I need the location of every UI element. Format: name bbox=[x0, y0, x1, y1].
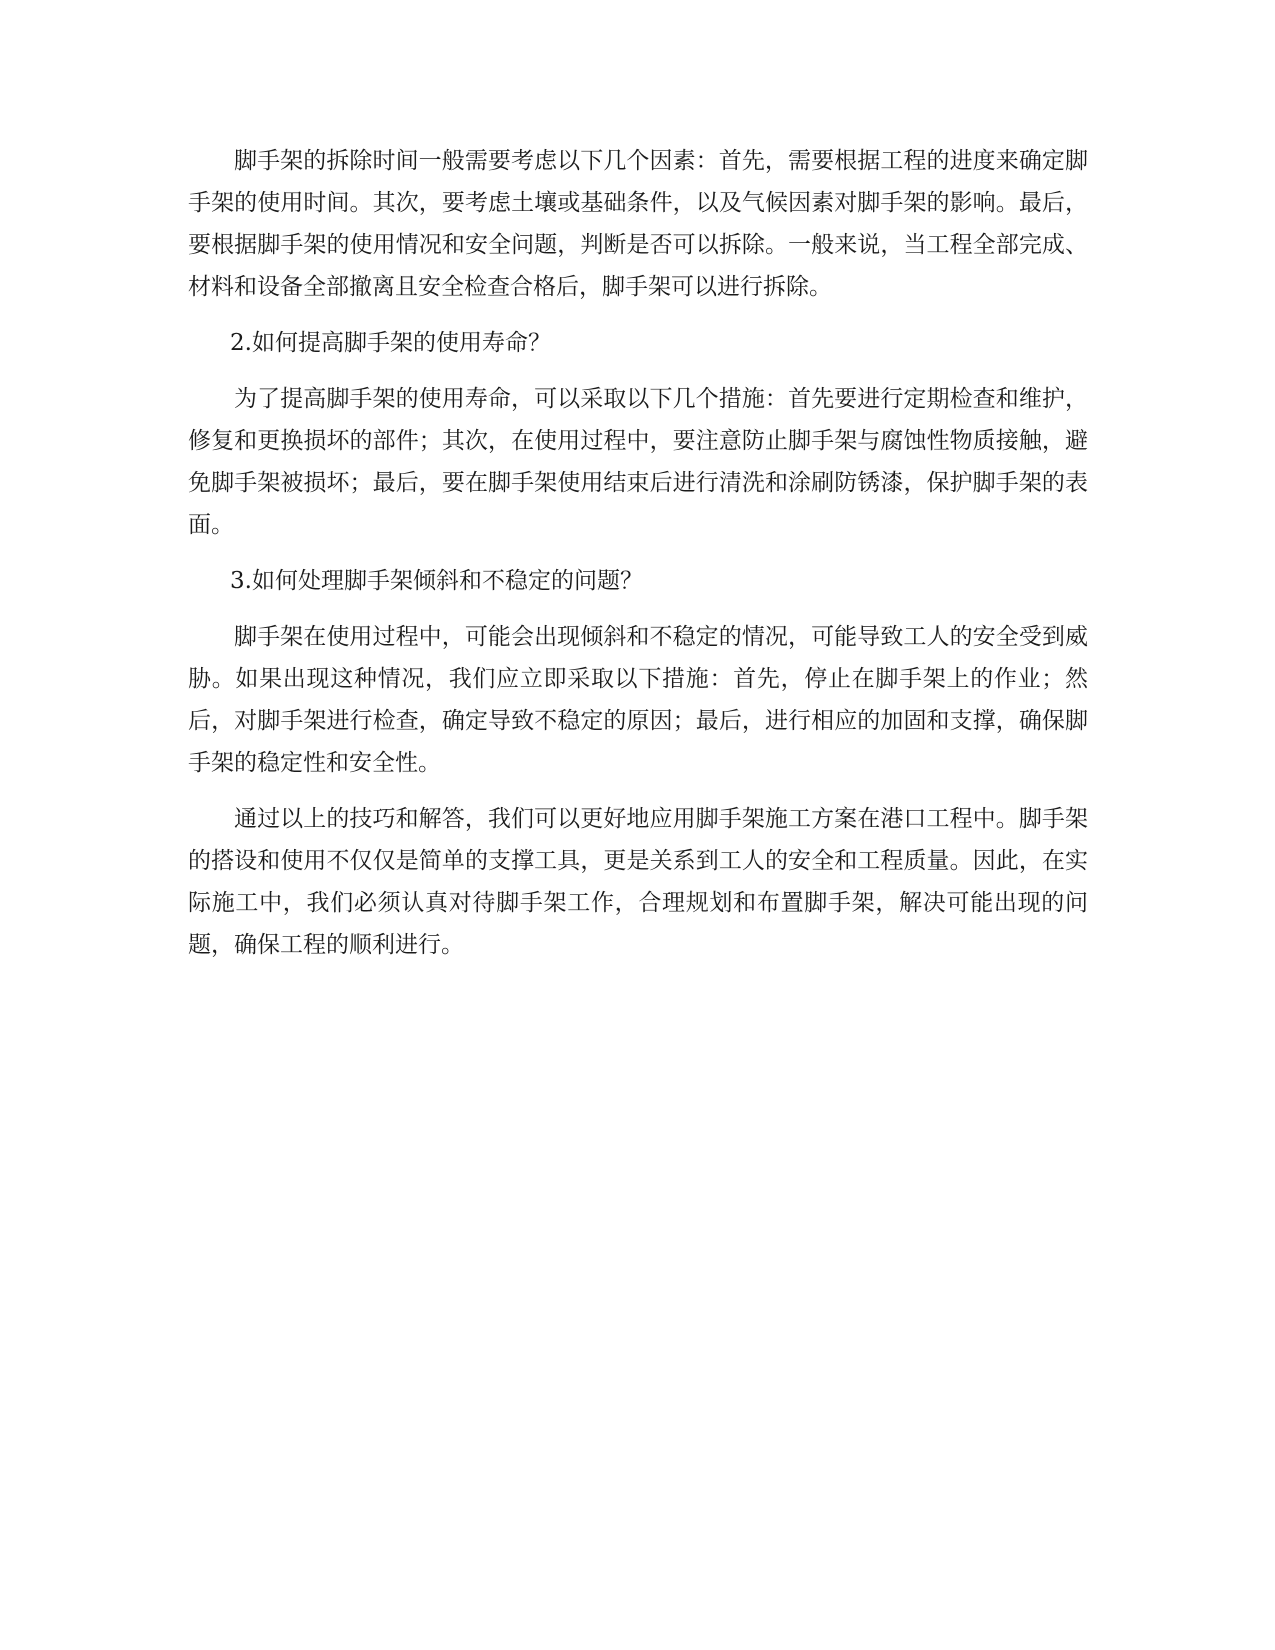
paragraph-tilt-instability: 脚手架在使用过程中，可能会出现倾斜和不稳定的情况，可能导致工人的安全受到威胁。如果出现这种情况，我们应立即采取以下措施：首先，停止在脚手架上的作业；然后，对脚手架进行检查，确定导致不稳定的原因；最后，进行相应的加固和支撑，确保脚手架的稳定性和安全性。 bbox=[188, 624, 1088, 776]
question-heading-3: 3.如何处理脚手架倾斜和不稳定的问题？ bbox=[230, 568, 643, 594]
paragraph-conclusion: 通过以上的技巧和解答，我们可以更好地应用脚手架施工方案在港口工程中。脚手架的搭设和使用不仅仅是简单的支撑工具，更是关系到工人的安全和工程质量。因此，在实际施工中，我们必须认真对待脚手架工作，合理规划和布置脚手架，解决可能出现的问题，确保工程的顺利进行。 bbox=[188, 806, 1088, 958]
paragraph-service-life: 为了提高脚手架的使用寿命，可以采取以下几个措施：首先要进行定期检查和维护，修复和更换损坏的部件；其次，在使用过程中，要注意防止脚手架与腐蚀性物质接触，避免脚手架被损坏；最后，要在脚手架使用结束后进行清洗和涂刷防锈漆，保护脚手架的表面。 bbox=[188, 386, 1088, 538]
question-heading-2: 2.如何提高脚手架的使用寿命？ bbox=[230, 330, 551, 356]
document-body bbox=[188, 140, 1088, 980]
paragraph-dismantling-time: 脚手架的拆除时间一般需要考虑以下几个因素：首先，需要根据工程的进度来确定脚手架的使用时间。其次，要考虑土壤或基础条件，以及气候因素对脚手架的影响。最后，要根据脚手架的使用情况和安全问题，判断是否可以拆除。一般来说，当工程全部完成、材料和设备全部撤离且安全检查合格后，脚手架可以进行拆除。 bbox=[188, 148, 1088, 300]
